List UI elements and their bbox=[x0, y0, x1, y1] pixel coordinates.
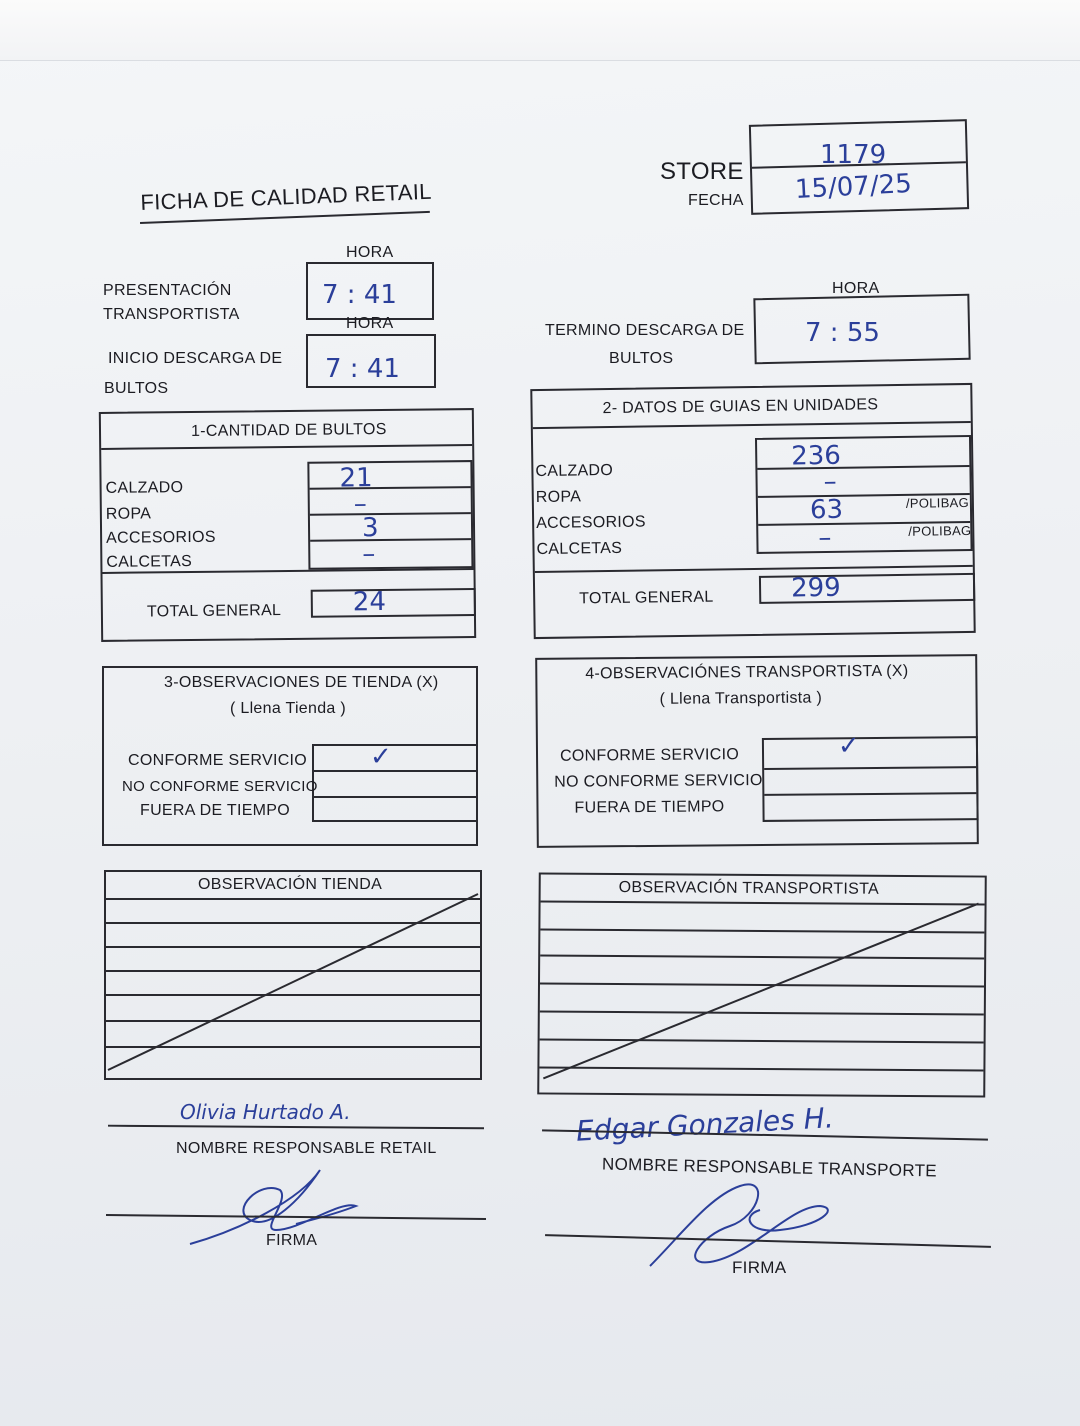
cantidad-total-box bbox=[311, 588, 476, 618]
inicio-label-2: BULTOS bbox=[104, 380, 169, 397]
obs-transportista-checkbox-group bbox=[762, 736, 979, 822]
cantidad-value-calcetas[interactable]: – bbox=[362, 539, 376, 570]
hora-label-3: HORA bbox=[832, 280, 880, 297]
fecha-label: FECHA bbox=[688, 192, 744, 209]
datos-value-calzado[interactable]: 236 bbox=[791, 440, 842, 472]
inicio-label: INICIO DESCARGA DE bbox=[108, 350, 283, 367]
datos-value-ropa[interactable]: – bbox=[823, 466, 837, 498]
cantidad-bultos-section bbox=[99, 408, 476, 642]
datos-value-calcetas[interactable]: – bbox=[818, 522, 832, 554]
termino-time-value[interactable]: 7 : 55 bbox=[805, 318, 880, 348]
option-no-conforme: NO CONFORME SERVICIO bbox=[554, 771, 763, 791]
datos-row-label: CALZADO bbox=[535, 461, 614, 481]
option-fuera-tiempo: FUERA DE TIEMPO bbox=[574, 798, 725, 817]
strike-through-line bbox=[104, 870, 482, 1080]
obs-tienda-checkbox-group bbox=[312, 744, 478, 822]
obs-transportista-check-section bbox=[535, 654, 979, 848]
termino-label-2: BULTOS bbox=[609, 350, 674, 367]
datos-total-value[interactable]: 299 bbox=[790, 572, 841, 604]
checkmark-conforme[interactable]: ✓ bbox=[837, 731, 860, 762]
presentacion-label-2: TRANSPORTISTA bbox=[103, 306, 240, 323]
datos-guias-title: 2- DATOS DE GUIAS EN UNIDADES bbox=[602, 396, 879, 418]
cantidad-value-calzado[interactable]: 21 bbox=[339, 463, 373, 494]
presentacion-label: PRESENTACIÓN bbox=[103, 282, 232, 299]
retail-name-handwritten[interactable]: Olivia Hurtado A. bbox=[180, 1100, 351, 1124]
option-no-conforme: NO CONFORME SERVICIO bbox=[122, 778, 318, 795]
retail-name-label: NOMBRE RESPONSABLE RETAIL bbox=[176, 1140, 437, 1157]
cantidad-row-label: ACCESORIOS bbox=[106, 528, 216, 547]
datos-row-label: ACCESORIOS bbox=[536, 513, 646, 533]
option-conforme: CONFORME SERVICIO bbox=[128, 752, 308, 769]
cantidad-value-accesorios[interactable]: 3 bbox=[361, 513, 379, 544]
cantidad-row-label: ROPA bbox=[105, 505, 152, 523]
option-conforme: CONFORME SERVICIO bbox=[559, 746, 740, 765]
transporte-name-label: NOMBRE RESPONSABLE TRANSPORTE bbox=[601, 1154, 938, 1181]
hora-label-2: HORA bbox=[346, 315, 394, 332]
cantidad-value-ropa[interactable]: – bbox=[353, 489, 367, 520]
hora-label-1: HORA bbox=[346, 244, 394, 261]
cantidad-row-label: CALZADO bbox=[105, 479, 184, 497]
retail-firma-label: FIRMA bbox=[266, 1232, 318, 1249]
form-title: FICHA DE CALIDAD RETAIL bbox=[140, 178, 433, 215]
obs-tienda-subtitle: ( Llena Tienda ) bbox=[230, 700, 346, 717]
fecha-value[interactable]: 15/07/25 bbox=[794, 168, 913, 206]
store-value[interactable]: 1179 bbox=[820, 140, 887, 170]
inicio-time-value[interactable]: 7 : 41 bbox=[325, 354, 400, 384]
obs-transportista-subtitle: ( Llena Transportista ) bbox=[659, 689, 823, 708]
checkmark-conforme[interactable]: ✓ bbox=[370, 742, 392, 772]
observacion-tienda-title: OBSERVACIÓN TIENDA bbox=[198, 876, 383, 893]
obs-tienda-title: 3-OBSERVACIONES DE TIENDA (X) bbox=[164, 674, 439, 691]
cantidad-total-value[interactable]: 24 bbox=[352, 586, 387, 618]
obs-tienda-check-section bbox=[102, 666, 478, 846]
cantidad-row-label: CALCETAS bbox=[106, 553, 193, 571]
presentacion-time-value[interactable]: 7 : 41 bbox=[322, 280, 397, 310]
strike-through-line bbox=[537, 872, 987, 1097]
paper-top-edge bbox=[0, 0, 1080, 61]
observacion-tienda-box bbox=[104, 870, 482, 1080]
observacion-transportista-box bbox=[537, 872, 987, 1097]
store-label: STORE bbox=[660, 158, 744, 185]
obs-transportista-title: 4-OBSERVACIÓNES TRANSPORTISTA (X) bbox=[585, 662, 909, 683]
cantidad-bultos-title: 1-CANTIDAD DE BULTOS bbox=[190, 420, 387, 441]
datos-value-accesorios[interactable]: 63 bbox=[809, 494, 844, 526]
transporte-name-handwritten[interactable]: Edgar Gonzales H. bbox=[575, 1101, 835, 1148]
datos-guias-section bbox=[530, 383, 975, 639]
cantidad-total-label: TOTAL GENERAL bbox=[146, 602, 282, 621]
observacion-transportista-title: OBSERVACIÓN TRANSPORTISTA bbox=[618, 878, 880, 898]
transporte-firma-label: FIRMA bbox=[732, 1258, 787, 1277]
polibag-note: /POLIBAG bbox=[908, 522, 972, 539]
cantidad-values-box bbox=[307, 460, 473, 570]
datos-row-label: ROPA bbox=[535, 488, 582, 507]
datos-total-label: TOTAL GENERAL bbox=[579, 588, 714, 608]
retail-name-line bbox=[108, 1125, 484, 1130]
polibag-note: /POLIBAG bbox=[905, 494, 970, 511]
termino-label: TERMINO DESCARGA DE bbox=[545, 322, 745, 339]
datos-row-label: CALCETAS bbox=[536, 539, 623, 559]
option-fuera-tiempo: FUERA DE TIEMPO bbox=[140, 802, 291, 819]
